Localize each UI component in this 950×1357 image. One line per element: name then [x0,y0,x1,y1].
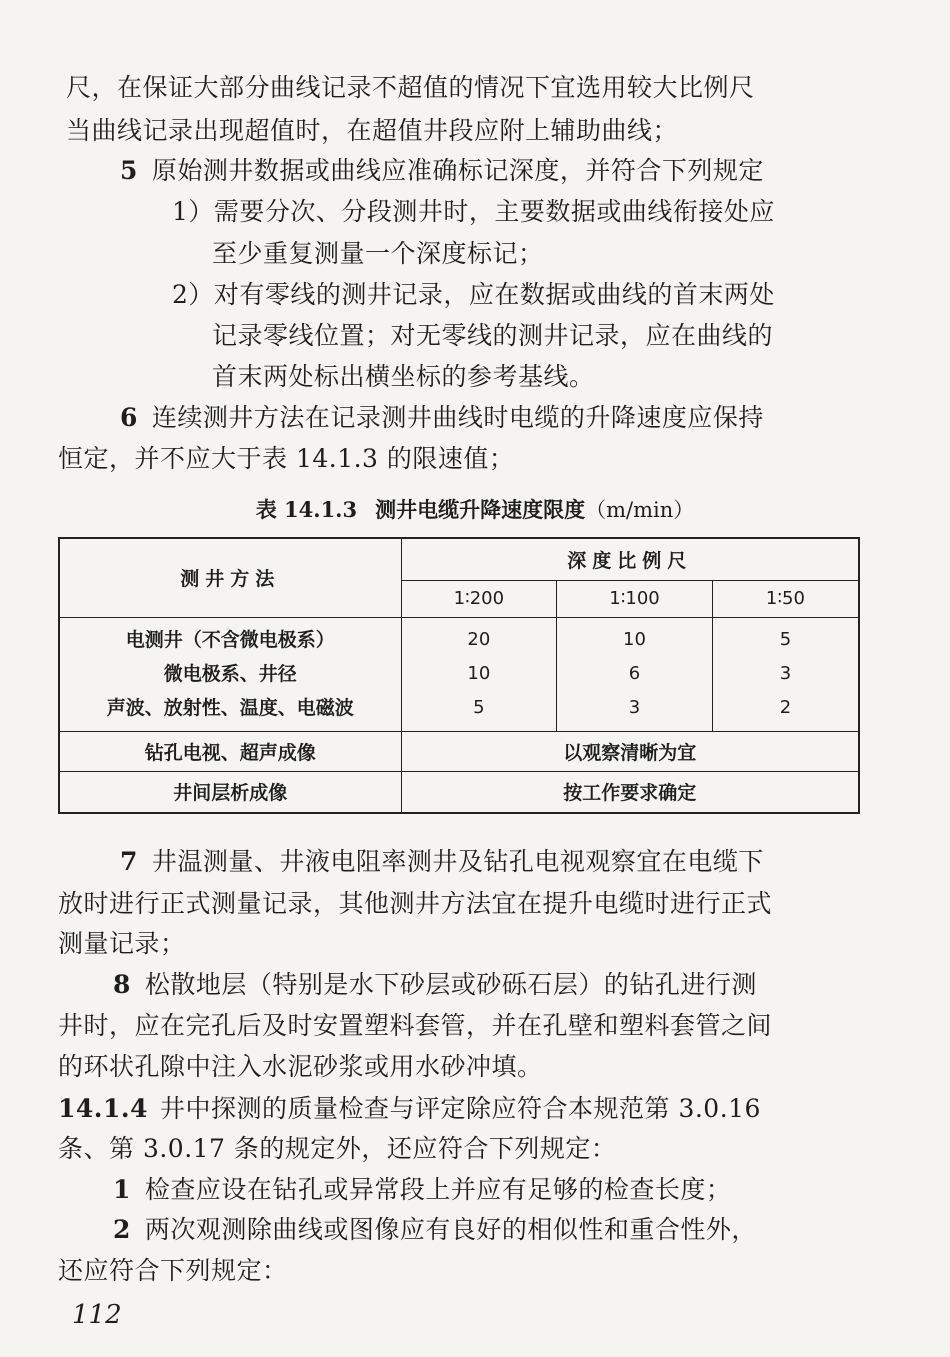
list-item-5 [120,156,764,186]
item-number: 8 [113,970,131,999]
text-line: 井时，应在完孔后及时安置塑料套管，并在孔壁和塑料套管之间 [58,1011,773,1040]
text-line: 两次观测除曲线或图像应有良好的相似性和重合性外， [144,1215,757,1244]
method-name: 微电极系、井径 [163,663,297,685]
table-row [59,771,859,813]
speed-value: 20 [467,629,491,650]
text-line: 井温测量、井液电阻率测井及钻孔电视观察宜在电缆下 [151,847,764,876]
table-row [59,617,859,731]
list-item-1 [113,1175,731,1205]
merged-value: 以观察清晰为宜 [401,731,859,771]
text-line: 条、第 3.0.17 条的规定外，还应符合下列规定： [58,1134,617,1163]
text-line: 记录零线位置；对无零线的测井记录，应在曲线的 [212,321,774,350]
list-item-7 [120,847,764,877]
header-method: 测井方法 [59,538,401,617]
speed-value: 6 [628,663,641,684]
table-caption-unit: （m/min） [585,498,695,522]
table-caption [0,496,950,524]
text-line: 还应符合下列规定： [58,1256,288,1285]
item-number: 1 [113,1175,131,1204]
speed-value: 5 [779,629,792,650]
speed-value: 10 [623,629,646,650]
page-number: 112 [72,1300,122,1330]
section-number: 14.1.4 [58,1094,148,1123]
text-line: 原始测井数据或曲线应准确标记深度，并符合下列规定 [151,156,764,185]
method-name: 声波、放射性、温度、电磁波 [106,697,354,719]
text-line: 检查应设在钻孔或异常段上并应有足够的检查长度； [144,1175,732,1204]
table-caption-number: 表 14.1.3 [255,497,358,522]
speed-value: 5 [473,697,485,718]
text-line: 的环状孔隙中注入水泥砂浆或用水砂冲填。 [58,1052,543,1081]
list-item-6 [120,403,764,433]
text-line: 至少重复测量一个深度标记； [212,239,544,268]
text-line: 放时进行正式测量记录，其他测井方法宜在提升电缆时进行正式 [58,889,773,918]
values-scale-100 [557,617,713,731]
item-number: 2 [113,1215,131,1244]
item-number: 7 [120,847,138,876]
item-number: 5 [120,156,138,185]
speed-value: 3 [779,663,792,684]
text-line: 2）对有零线的测井记录，应在数据或曲线的首末两处 [172,280,775,309]
method-name: 钻孔电视、超声成像 [59,731,401,771]
speed-value: 3 [628,697,641,718]
values-scale-50 [712,617,859,731]
header-depth-scale: 深度比例尺 [401,538,859,580]
merged-value: 按工作要求确定 [401,771,859,813]
method-name: 电测井（不含微电极系） [125,629,335,651]
list-item-2 [113,1215,757,1245]
speed-limit-table [58,537,860,814]
method-group-cell [59,617,401,731]
header-scale-100: 1∶100 [557,580,713,617]
table-header-row [59,538,859,580]
list-item-8 [113,970,757,1000]
speed-value: 10 [467,663,491,684]
text-line: 首末两处标出横坐标的参考基线。 [212,362,595,391]
text-line: 当曲线记录出现超值时，在超值井段应附上辅助曲线； [66,116,679,145]
text-line: 连续测井方法在记录测井曲线时电缆的升降速度应保持 [151,403,764,432]
header-scale-50: 1∶50 [712,580,859,617]
text-line: 尺，在保证大部分曲线记录不超值的情况下宜选用较大比例尺 [66,73,755,102]
speed-value: 2 [779,697,792,718]
text-line: 井中探测的质量检查与评定除应符合本规范第 3.0.16 [160,1094,761,1123]
text-line: 1）需要分次、分段测井时，主要数据或曲线衔接处应 [172,197,775,226]
item-number: 6 [120,403,138,432]
text-line: 松散地层（特别是水下砂层或砂砾石层）的钻孔进行测 [144,970,757,999]
method-name: 井间层析成像 [59,771,401,813]
text-line: 恒定，并不应大于表 14.1.3 的限速值； [58,444,515,473]
header-scale-200: 1∶200 [401,580,557,617]
table-row [59,731,859,771]
values-scale-200 [401,617,557,731]
text-line: 测量记录； [58,929,186,958]
table-caption-title: 测井电缆升降速度限度 [375,497,586,522]
section-14-1-4 [58,1094,761,1124]
